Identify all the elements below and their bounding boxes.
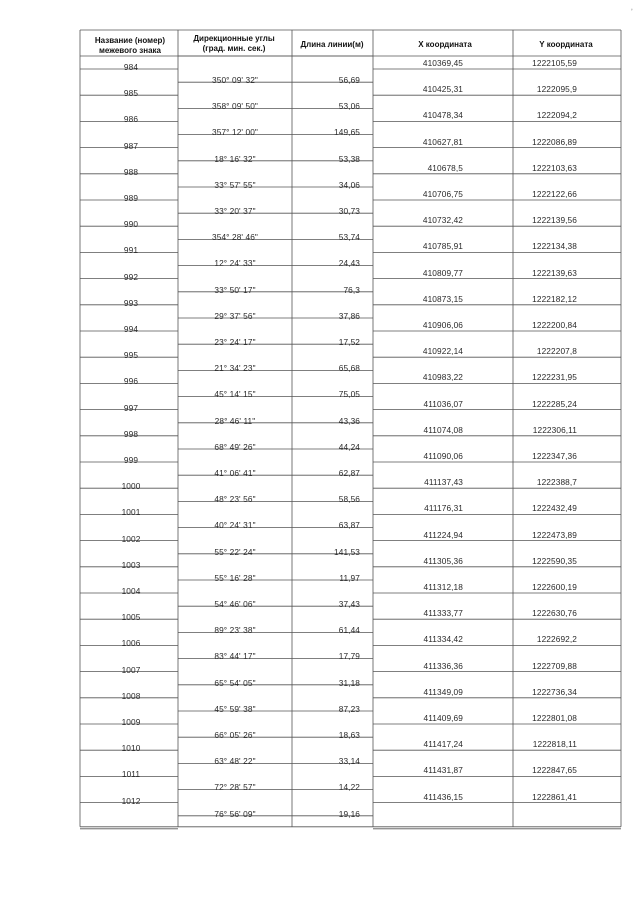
line-length: 75,05 [338,389,360,400]
x-coordinate: 410425,31 [422,84,463,95]
direction-angle: 21° 34' 23" [214,363,256,374]
direction-angle: 45° 59' 38" [214,703,256,714]
y-coordinate: 1222600,19 [532,582,577,592]
direction-angle: 354° 28' 46" [212,232,258,243]
direction-angle: 83° 44' 17" [214,651,256,662]
direction-angle: 55° 16' 28" [214,572,256,583]
x-coordinate: 411436,15 [423,791,463,802]
direction-angle: 45° 14' 15" [214,389,256,400]
x-coordinate: 411312,18 [423,582,463,592]
direction-angle: 68° 49' 26" [214,441,256,452]
x-coordinate: 411431,87 [423,765,463,776]
point-number: 1006 [121,638,141,649]
y-coordinate: 1222347,36 [532,451,577,461]
direction-angle: 358° 09' 50" [212,101,258,112]
direction-angle: 350° 09' 32" [212,75,258,85]
direction-angle: 28° 46' 11" [214,415,256,426]
y-coordinate: 1222801,08 [532,713,577,723]
line-length: 63,87 [338,520,360,531]
y-coordinate: 1222105,59 [532,58,577,68]
point-number: 992 [123,271,139,282]
x-coordinate: 410678,5 [427,162,463,173]
x-coordinate: 411334,42 [423,634,463,645]
x-coordinate: 411036,07 [423,398,463,409]
header-x: X координата [418,40,472,49]
x-coordinate: 411305,36 [423,555,463,566]
direction-angle: 76° 56' 09" [214,808,256,819]
point-number: 1010 [121,743,141,754]
line-length: 34,06 [338,179,360,190]
line-length: 30,73 [338,206,360,216]
y-coordinate: 1222709,88 [532,660,577,671]
y-coordinate: 1222473,89 [532,529,577,540]
point-number: 991 [123,245,139,256]
point-number: 1002 [121,533,141,544]
line-length: 53,74 [338,232,360,243]
point-number: 993 [123,297,139,308]
line-length: 53,06 [338,101,360,112]
point-number: 997 [123,402,139,413]
direction-angle: 12° 24' 33" [214,258,256,269]
y-coordinate: 1222139,56 [532,215,577,226]
line-length: 24,43 [338,258,360,269]
line-length: 87,23 [338,703,360,714]
header-y: Y координата [539,40,593,49]
point-number: 985 [123,88,139,99]
point-number: 990 [123,219,139,230]
y-coordinate: 1222182,12 [532,293,577,304]
x-coordinate: 411333,77 [423,608,463,619]
y-coordinate: 1222094,2 [536,110,577,121]
direction-angle: 72° 28' 57" [214,782,256,793]
y-coordinate: 1222285,24 [532,398,577,409]
point-number: 996 [123,376,139,387]
header-length: Длина линии(м) [300,40,364,49]
point-number: 1008 [121,690,141,701]
scan-mark: ʼ [631,8,633,17]
line-length: 19,16 [338,808,360,819]
line-length: 31,18 [338,677,360,688]
point-number: 1005 [121,612,141,623]
y-coordinate: 1222692,2 [536,634,577,645]
y-coordinate: 1222306,11 [532,424,577,435]
point-number: 986 [123,114,139,125]
y-coordinate: 1222103,63 [532,162,577,173]
y-coordinate: 1222207,8 [536,346,577,357]
point-number: 1009 [121,717,141,727]
y-coordinate: 1222388,7 [536,477,577,488]
point-number: 989 [123,193,139,203]
line-length: 37,86 [338,310,360,321]
y-coordinate: 1222590,35 [532,555,577,566]
x-coordinate: 410369,45 [422,58,463,68]
line-length: 149,65 [334,127,360,138]
point-number: 1007 [121,664,141,675]
direction-angle: 89° 23' 38" [214,625,256,636]
direction-angle: 33° 50' 17" [214,284,256,295]
x-coordinate: 411176,31 [424,503,463,514]
y-coordinate: 1222231,95 [532,372,577,383]
line-length: 33,14 [338,756,360,767]
y-coordinate: 1222818,11 [532,739,577,750]
x-coordinate: 410478,34 [422,110,463,121]
point-number: 999 [123,455,139,465]
point-number: 1011 [121,769,141,780]
direction-angle: 48° 23' 56" [214,494,256,505]
header-point: Название (номер) межевого знака [94,36,166,55]
x-coordinate: 411417,24 [423,739,463,750]
y-coordinate: 1222736,34 [532,686,577,697]
direction-angle: 23° 24' 17" [214,337,256,347]
direction-angle: 54° 46' 06" [214,599,256,609]
direction-angle: 33° 57' 55" [214,179,256,190]
line-length: 14,22 [338,782,360,793]
line-length: 56,69 [338,75,360,85]
point-number: 988 [123,166,139,177]
x-coordinate: 410706,75 [422,189,463,199]
y-coordinate: 1222432,49 [532,503,577,514]
x-coordinate: 410922,14 [422,346,463,357]
line-length: 53,38 [338,153,360,164]
line-length: 62,87 [338,468,360,478]
line-length: 61,44 [338,625,360,636]
line-length: 43,36 [338,415,360,426]
y-coordinate: 1222861,41 [532,791,577,802]
y-coordinate: 1222095,9 [536,84,577,95]
direction-angle: 40° 24' 31" [214,520,256,531]
point-number: 1000 [121,481,141,492]
direction-angle: 66° 05' 26" [214,730,256,740]
direction-angle: 357° 12' 00" [212,127,258,138]
y-coordinate: 1222134,38 [532,241,577,252]
line-length: 18,63 [338,730,360,740]
line-length: 141,53 [334,546,360,557]
x-coordinate: 411090,06 [423,451,463,461]
direction-angle: 55° 22' 24" [214,546,256,557]
x-coordinate: 411349,09 [423,686,463,697]
y-coordinate: 1222122,66 [532,189,577,199]
x-coordinate: 410732,42 [422,215,463,226]
x-coordinate: 411137,43 [424,477,463,488]
line-length: 44,24 [338,441,360,452]
point-number: 995 [123,350,139,361]
header-angle: Дирекционные углы (град. мин. сек.) [193,34,275,53]
line-length: 58,56 [338,494,360,505]
line-length: 37,43 [338,599,360,609]
direction-angle: 65° 54' 05" [214,677,256,688]
point-number: 1004 [121,586,141,596]
x-coordinate: 411074,08 [423,424,463,435]
x-coordinate: 411224,94 [423,529,463,540]
y-coordinate: 1222200,84 [532,320,577,330]
point-number: 1001 [121,507,141,518]
line-length: 76,3 [343,284,360,295]
direction-angle: 29° 37' 56" [214,310,256,321]
point-number: 998 [123,428,139,439]
x-coordinate: 410873,15 [422,293,463,304]
x-coordinate: 411409,69 [423,713,463,723]
point-number: 1003 [121,559,141,570]
direction-angle: 33° 20' 37" [214,206,256,216]
direction-angle: 63° 48' 22" [214,756,256,767]
x-coordinate: 410809,77 [422,267,463,278]
line-length: 65,68 [338,363,360,374]
x-coordinate: 410627,81 [422,136,463,147]
point-number: 987 [123,140,139,151]
line-length: 11,97 [339,572,360,583]
point-number: 994 [123,324,139,334]
point-number: 1012 [121,795,141,806]
y-coordinate: 1222139,63 [532,267,577,278]
x-coordinate: 410983,22 [422,372,463,383]
direction-angle: 18° 16' 32" [214,153,256,164]
x-coordinate: 411336,36 [423,660,463,671]
y-coordinate: 1222086,89 [532,136,577,147]
y-coordinate: 1222630,76 [532,608,577,619]
x-coordinate: 410785,91 [422,241,463,252]
point-number: 984 [123,62,139,72]
line-length: 17,79 [338,651,360,662]
line-length: 17,52 [338,337,360,347]
direction-angle: 41° 06' 41" [214,468,256,478]
y-coordinate: 1222847,65 [532,765,577,776]
x-coordinate: 410906,06 [422,320,463,330]
